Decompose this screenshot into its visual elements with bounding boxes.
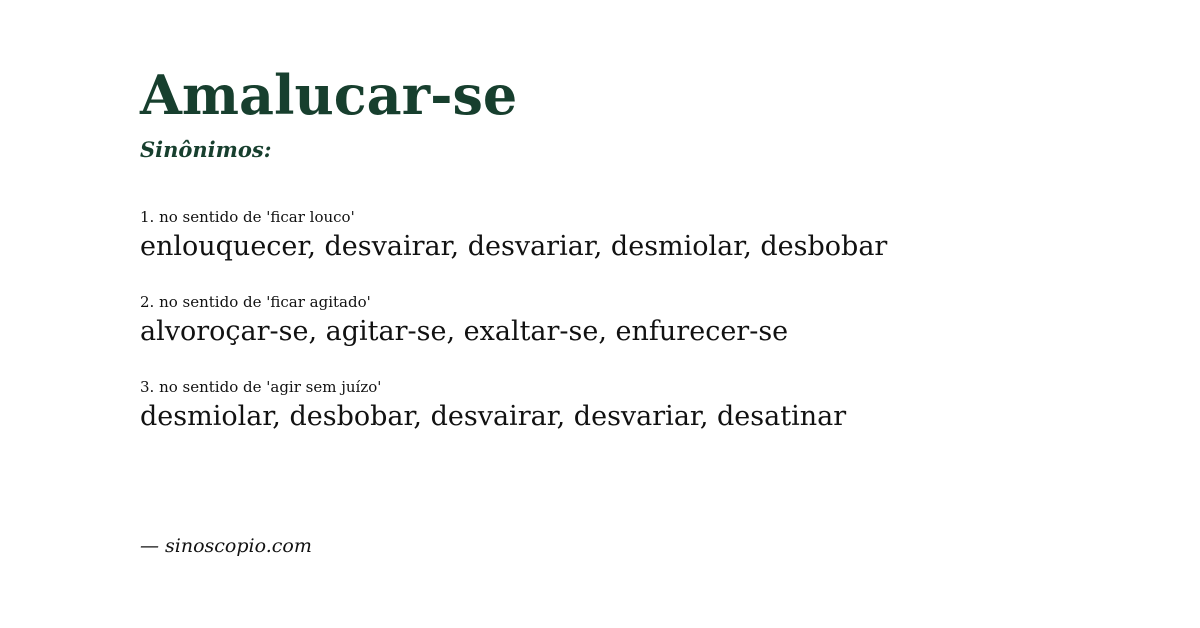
page-title: Amalucar-se [140, 63, 518, 127]
sense-label: 2. no sentido de 'ficar agitado' [140, 293, 371, 311]
list-item [140, 206, 1080, 265]
source-attribution: — sinoscopio.com [140, 535, 312, 557]
list-item [140, 291, 1080, 350]
sense-label: 1. no sentido de 'ficar louco' [140, 208, 355, 226]
synonyms-heading: Sinônimos: [140, 137, 272, 162]
senses-list [140, 206, 1080, 461]
sense-synonyms: alvoroçar-se, agitar-se, exaltar-se, enfurecer-se [140, 316, 789, 347]
sense-label: 3. no sentido de 'agir sem juízo' [140, 378, 382, 396]
sense-synonyms: desmiolar, desbobar, desvairar, desvariar, desatinar [140, 401, 847, 432]
sense-synonyms: enlouquecer, desvairar, desvariar, desmiolar, desbobar [140, 231, 888, 262]
list-item [140, 376, 1080, 435]
